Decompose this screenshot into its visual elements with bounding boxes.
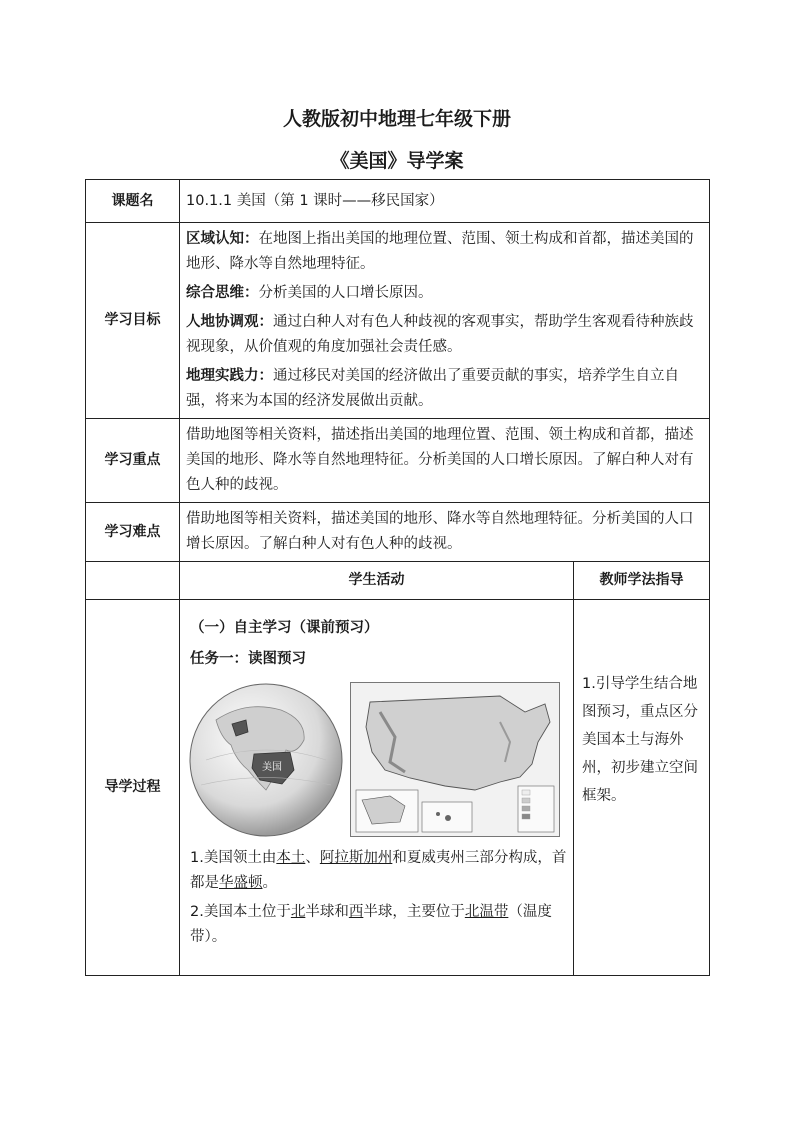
goal-text: 通过移民对美国的经济做出了重要贡献的事实，培养学生自立自强，将来为本国的经济发展做出贡献。 bbox=[186, 368, 679, 409]
q2-text: 2.美国本土位于 bbox=[190, 904, 291, 920]
goal-text: 分析美国的人口增长原因。 bbox=[258, 285, 433, 301]
q2-answer: 北温带 bbox=[464, 904, 509, 920]
q1-answer: 阿拉斯加州 bbox=[319, 850, 393, 866]
usa-terrain-map-icon bbox=[350, 682, 560, 837]
table-row-key bbox=[86, 419, 710, 503]
q2-text: 半球，主要位于 bbox=[363, 904, 465, 920]
q1-text: 、 bbox=[305, 850, 320, 866]
student-activity bbox=[180, 600, 574, 976]
key-label: 学习重点 bbox=[86, 419, 180, 503]
q1-answer: 华盛顿 bbox=[219, 875, 263, 891]
task-title: 任务一：读图预习 bbox=[190, 651, 306, 667]
topic-value: 10.1.1 美国（第 1 课时——移民国家） bbox=[180, 180, 710, 223]
student-column-header: 学生活动 bbox=[180, 562, 574, 600]
goal-head: 人地协调观： bbox=[186, 314, 273, 330]
key-value: 借助地图等相关资料，描述指出美国的地理位置、范围、领土构成和首都，描述美国的地形、降水等自然地理特征。分析美国的人口增长原因。了解白种人对有色人种的歧视。 bbox=[180, 419, 710, 503]
globe-map-icon bbox=[186, 680, 346, 840]
goal-item bbox=[186, 227, 703, 277]
globe-usa-label: 美国 bbox=[262, 762, 282, 773]
q1-answer: 本土 bbox=[276, 850, 306, 866]
table-row-goals bbox=[86, 223, 710, 419]
goal-head: 综合思维： bbox=[186, 285, 259, 301]
goal-item bbox=[186, 310, 703, 360]
goal-head: 地理实践力： bbox=[186, 368, 273, 384]
difficulty-label: 学习难点 bbox=[86, 503, 180, 562]
goal-text: 通过白种人对有色人种歧视的客观事实，帮助学生客观看待种族歧视现象，从价值观的角度加强社会责任感。 bbox=[186, 314, 694, 355]
table-row-topic bbox=[86, 180, 710, 223]
page-title: 人教版初中地理七年级下册 bbox=[282, 108, 511, 130]
goal-item bbox=[186, 281, 703, 306]
process-label: 导学过程 bbox=[86, 600, 180, 976]
difficulty-value: 借助地图等相关资料，描述美国的地形、降水等自然地理特征。分析美国的人口增长原因。了解白种人对有色人种的歧视。 bbox=[180, 503, 710, 562]
q2-text: （温度带）。 bbox=[190, 904, 552, 945]
goal-head: 区域认知： bbox=[186, 231, 259, 247]
section-title: （一）自主学习（课前预习） bbox=[190, 620, 379, 636]
goals-label: 学习目标 bbox=[86, 223, 180, 419]
table-row-columns bbox=[86, 562, 710, 600]
goal-item bbox=[186, 364, 703, 414]
teacher-column-header: 教师学法指导 bbox=[574, 562, 710, 600]
blank-cell bbox=[86, 562, 180, 600]
q2-text: 半球和 bbox=[305, 904, 349, 920]
q1-text: 。 bbox=[262, 875, 277, 891]
lesson-table bbox=[85, 179, 710, 976]
table-row-difficulty bbox=[86, 503, 710, 562]
goal-text: 在地图上指出美国的地理位置、范围、领土构成和首都，描述美国的地形、降水等自然地理特征。 bbox=[186, 231, 694, 272]
table-row-process bbox=[86, 600, 710, 976]
page-subtitle: 《美国》导学案 bbox=[330, 150, 464, 172]
topic-label: 课题名 bbox=[86, 180, 180, 223]
question-2 bbox=[186, 900, 567, 950]
teacher-guidance: 1.引导学生结合地图预习，重点区分美国本土与海外州，初步建立空间框架。 bbox=[574, 600, 710, 976]
goals-content bbox=[180, 223, 710, 419]
q2-answer: 西 bbox=[348, 904, 364, 920]
question-1 bbox=[186, 846, 567, 896]
maps-area bbox=[186, 680, 567, 840]
q2-answer: 北 bbox=[290, 904, 306, 920]
q1-text: 1.美国领土由 bbox=[190, 850, 277, 866]
q1-text: 和夏威夷州三部分构成，首都是 bbox=[190, 850, 567, 891]
